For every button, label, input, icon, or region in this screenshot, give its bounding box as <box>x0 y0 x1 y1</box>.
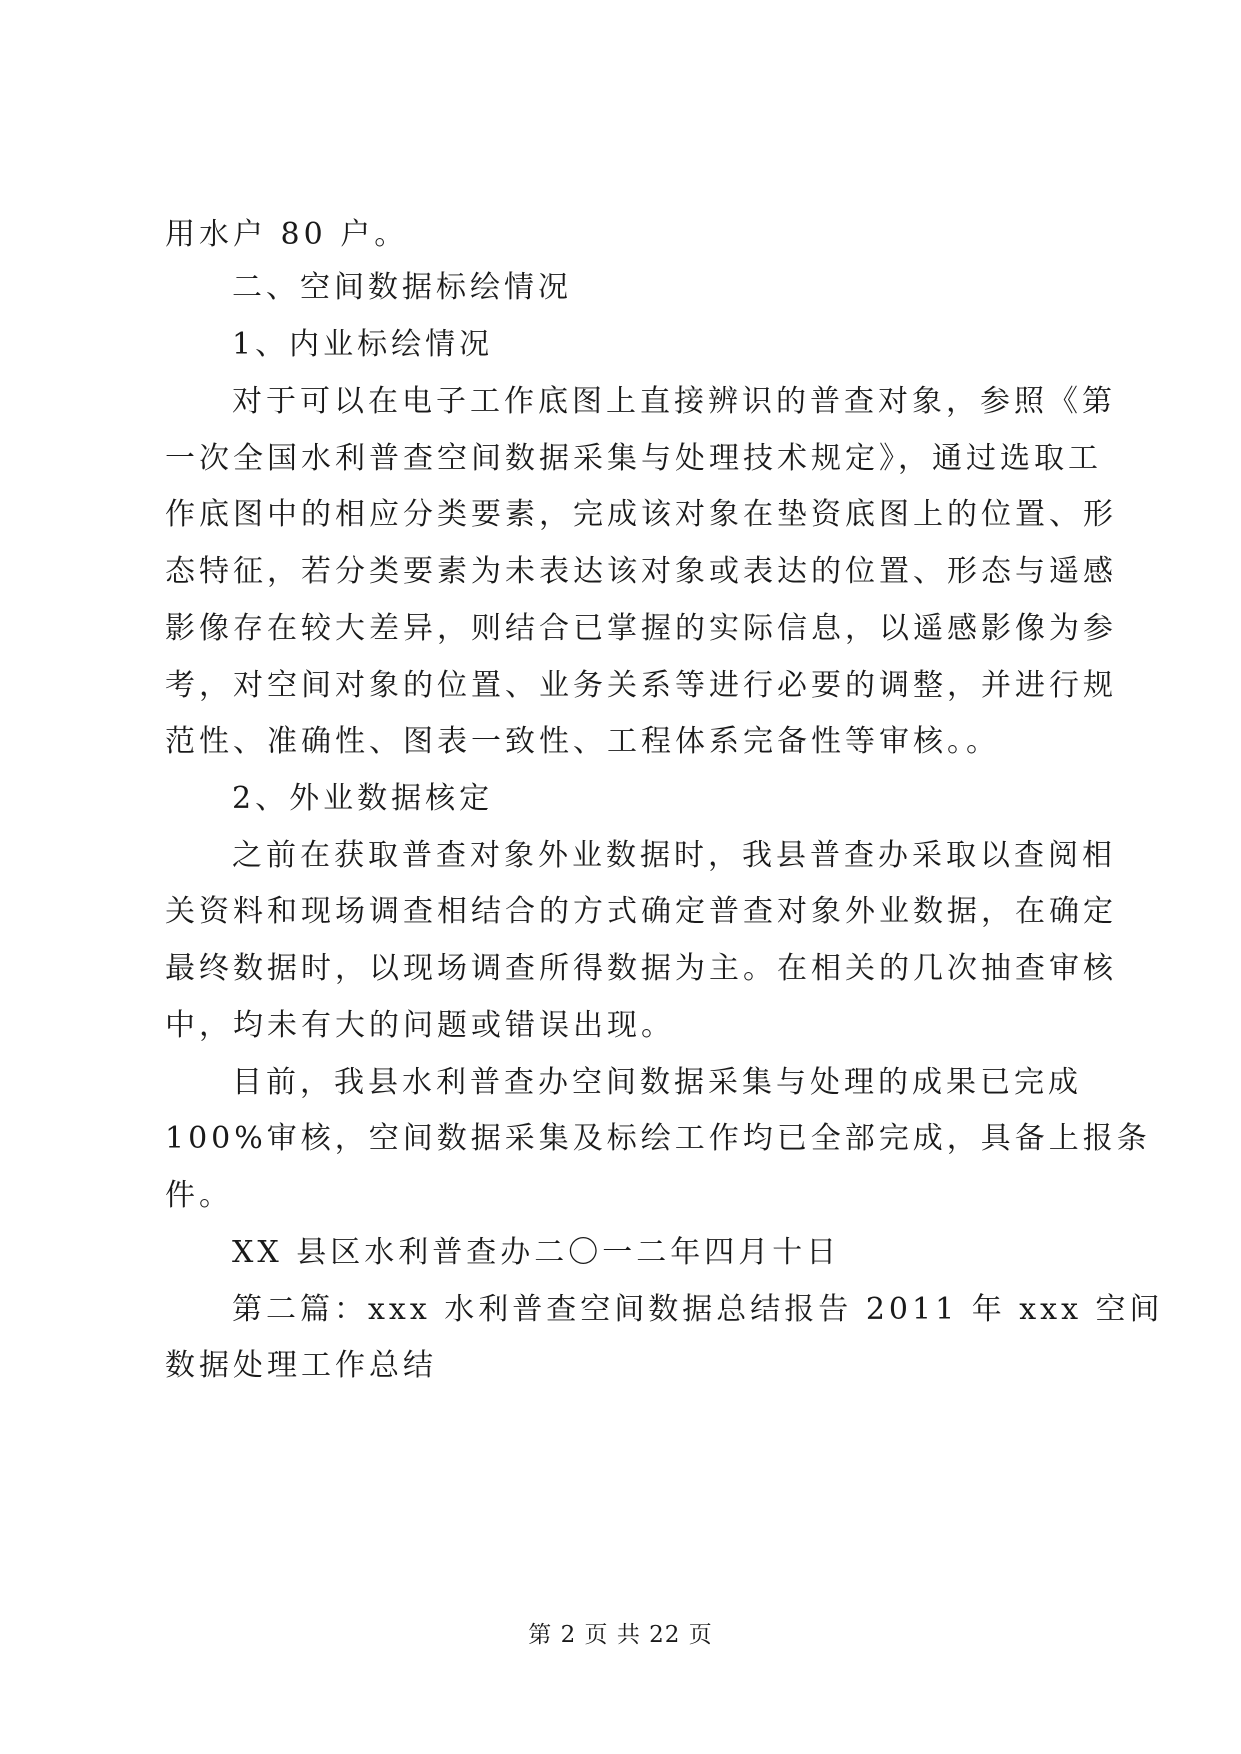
text-line: 之前在获取普查对象外业数据时，我县普查办采取以查阅相 <box>232 838 1116 873</box>
text-line: 范性、准确性、图表一致性、工程体系完备性等审核。。 <box>165 724 1000 759</box>
text-line: 最终数据时，以现场调查所得数据为主。在相关的几次抽查审核 <box>165 951 1117 986</box>
text-line: 数据处理工作总结 <box>165 1348 437 1383</box>
section-heading: 二、空间数据标绘情况 <box>232 270 572 305</box>
text-line: 件。 <box>165 1178 233 1213</box>
text-line: 作底图中的相应分类要素，完成该对象在垫资底图上的位置、形 <box>165 497 1117 532</box>
text-line: 中，均未有大的问题或错误出现。 <box>165 1008 675 1043</box>
page-number-footer: 第 2 页 共 22 页 <box>528 1622 713 1648</box>
subsection-heading: 2、外业数据核定 <box>232 781 494 816</box>
text-line: 态特征，若分类要素为未表达该对象或表达的位置、形态与遥感 <box>165 554 1117 589</box>
text-line: 目前，我县水利普查办空间数据采集与处理的成果已完成 <box>232 1065 1082 1100</box>
signature-line: XX 县区水利普查办二〇一二年四月十日 <box>232 1235 841 1270</box>
text-line: 影像存在较大差异，则结合已掌握的实际信息，以遥感影像为参 <box>165 611 1117 646</box>
text-line: 对于可以在电子工作底图上直接辨识的普查对象，参照《第 <box>232 384 1116 419</box>
text-line: 关资料和现场调查相结合的方式确定普查对象外业数据，在确定 <box>165 894 1117 929</box>
text-line: 一次全国水利普查空间数据采集与处理技术规定》，通过选取工 <box>165 441 1102 476</box>
text-line: 考，对空间对象的位置、业务关系等进行必要的调整，并进行规 <box>165 668 1117 703</box>
subsection-heading: 1、内业标绘情况 <box>232 327 494 362</box>
text-line: 第二篇：xxx 水利普查空间数据总结报告 2011 年 xxx 空间 <box>232 1292 1164 1327</box>
text-line: 100%审核，空间数据采集及标绘工作均已全部完成，具备上报条 <box>165 1121 1151 1156</box>
text-line: 用水户 80 户。 <box>165 217 409 252</box>
